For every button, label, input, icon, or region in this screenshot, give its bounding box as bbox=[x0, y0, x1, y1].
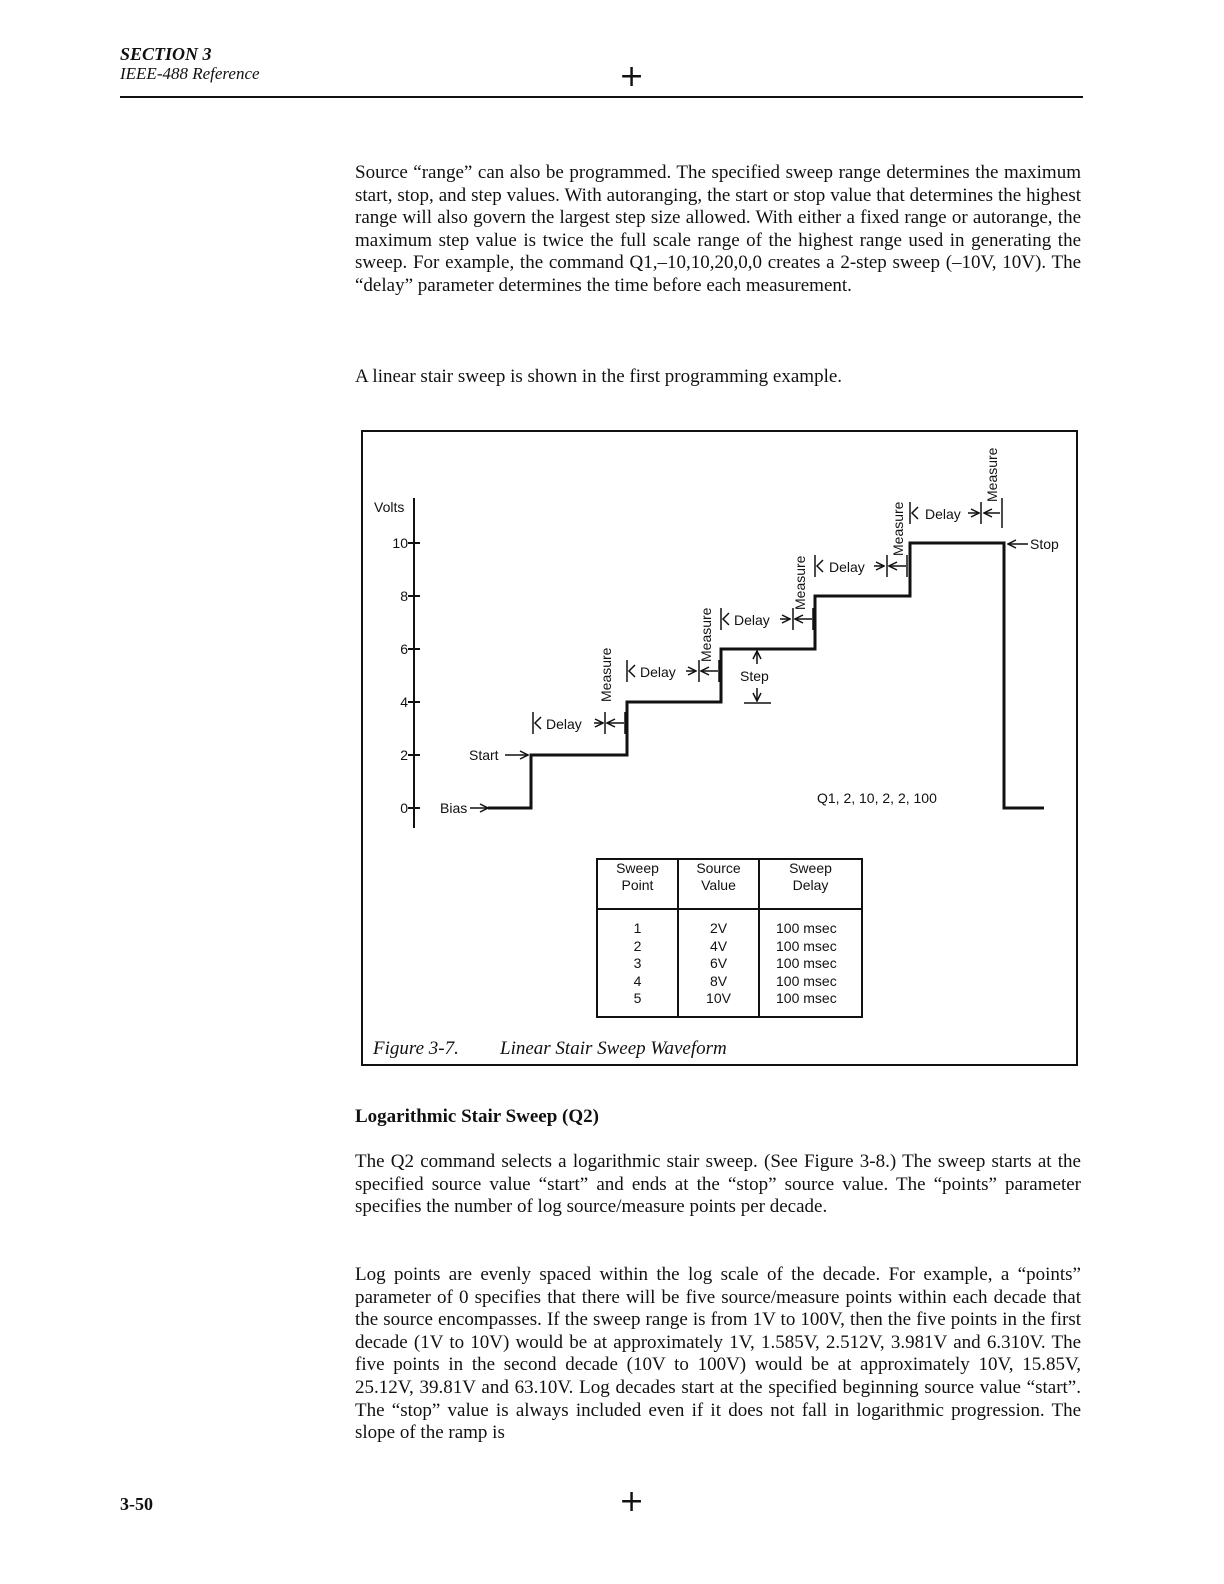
measure-label-5: Measure bbox=[984, 447, 1000, 502]
header-sweep-point: Sweep Point bbox=[597, 859, 678, 909]
paragraph-linear-example: A linear stair sweep is shown in the first programming example. bbox=[355, 366, 843, 387]
subheading-log-sweep: Logarithmic Stair Sweep (Q2) bbox=[355, 1106, 599, 1127]
header-source-value: Source Value bbox=[678, 859, 759, 909]
figure-number: Figure 3-7. bbox=[373, 1038, 459, 1059]
stop-label: Stop bbox=[1030, 536, 1059, 552]
tick-label-10: 10 bbox=[392, 535, 408, 551]
column-source-values: 2V 4V 6V 8V 10V bbox=[678, 909, 759, 1017]
volts-label: Volts bbox=[374, 499, 405, 515]
registration-mark-bottom: + bbox=[619, 1484, 645, 1519]
start-label: Start bbox=[469, 747, 499, 763]
bias-label: Bias bbox=[440, 800, 468, 816]
delay-annotation-4 bbox=[792, 555, 907, 610]
delay-label-2: Delay bbox=[640, 664, 676, 680]
paragraph-q2: The Q2 command selects a logarithmic stair sweep. (See Figure 3-8.) The sweep starts at the specified source value “start” and ends at the “stop” source value. The “points” parameter specifies the number of log source/measure points per decade. bbox=[355, 1151, 1081, 1218]
tick-label-4: 4 bbox=[400, 694, 408, 710]
figure-title: Linear Stair Sweep Waveform bbox=[500, 1038, 727, 1059]
tick-label-8: 8 bbox=[400, 588, 408, 604]
delay-label-5: Delay bbox=[925, 506, 961, 522]
tick-label-6: 6 bbox=[400, 641, 408, 657]
column-sweep-delays: 100 msec 100 msec 100 msec 100 msec 100 msec bbox=[759, 909, 862, 1017]
tick-label-2: 2 bbox=[400, 747, 408, 763]
command-label: Q1, 2, 10, 2, 2, 100 bbox=[817, 790, 937, 806]
delay-label-3: Delay bbox=[734, 612, 770, 628]
figure-caption bbox=[373, 1038, 727, 1060]
delay-annotation-3 bbox=[698, 607, 813, 662]
page-number: 3-50 bbox=[120, 1494, 153, 1514]
paragraph-log-points: Log points are evenly spaced within the log scale of the decade. For example, a “points” parameter of 0 specifies that there will be five source/measure points within each decade that the source encompasses. If the sweep range is from 1V to 100V, then the five points in the first decade (1V to 10V) would be at approximately 1V, 1.585V, 2.512V, 3.981V and 6.310V. The five points in the second decade (10V to 100V) would be at approximately 10V, 15.85V, 25.12V, 39.81V and 63.10V. Log decades start at the specified beginning source value “start”. The “stop” value is always included even if it does not fall in logarithmic progression. The slope of the ramp is bbox=[355, 1264, 1081, 1444]
section-subtitle: IEEE-488 Reference bbox=[120, 64, 260, 83]
paragraph-range: Source “range” can also be programmed. The specified sweep range determines the maximum start, stop, and step values. With autoranging, the start or stop value that determines the highest range will also govern the largest step size allowed. With either a fixed range or autorange, the maximum step value is twice the full scale range of the highest range used in generating the sweep. For example, the command Q1,–10,10,20,0,0 creates a 2-step sweep (–10V, 10V). The “delay” parameter determines the time before each measurement. bbox=[355, 162, 1081, 296]
delay-label-1: Delay bbox=[546, 716, 582, 732]
sweep-table bbox=[596, 858, 863, 1018]
step-annotation bbox=[740, 651, 771, 703]
delay-annotation-5 bbox=[890, 447, 1002, 556]
measure-label-3: Measure bbox=[792, 555, 808, 610]
tick-label-0: 0 bbox=[400, 800, 408, 816]
measure-label-4: Measure bbox=[890, 501, 906, 556]
delay-label-4: Delay bbox=[829, 559, 865, 575]
column-sweep-points: 1 2 3 4 5 bbox=[597, 909, 678, 1017]
registration-mark-top: + bbox=[619, 59, 645, 94]
delay-annotation-1 bbox=[533, 712, 625, 734]
section-label: SECTION 3 bbox=[120, 44, 212, 64]
measure-label-1: Measure bbox=[598, 647, 614, 702]
measure-label-2: Measure bbox=[698, 607, 714, 662]
step-label: Step bbox=[740, 668, 769, 684]
header-sweep-delay: Sweep Delay bbox=[759, 859, 862, 909]
